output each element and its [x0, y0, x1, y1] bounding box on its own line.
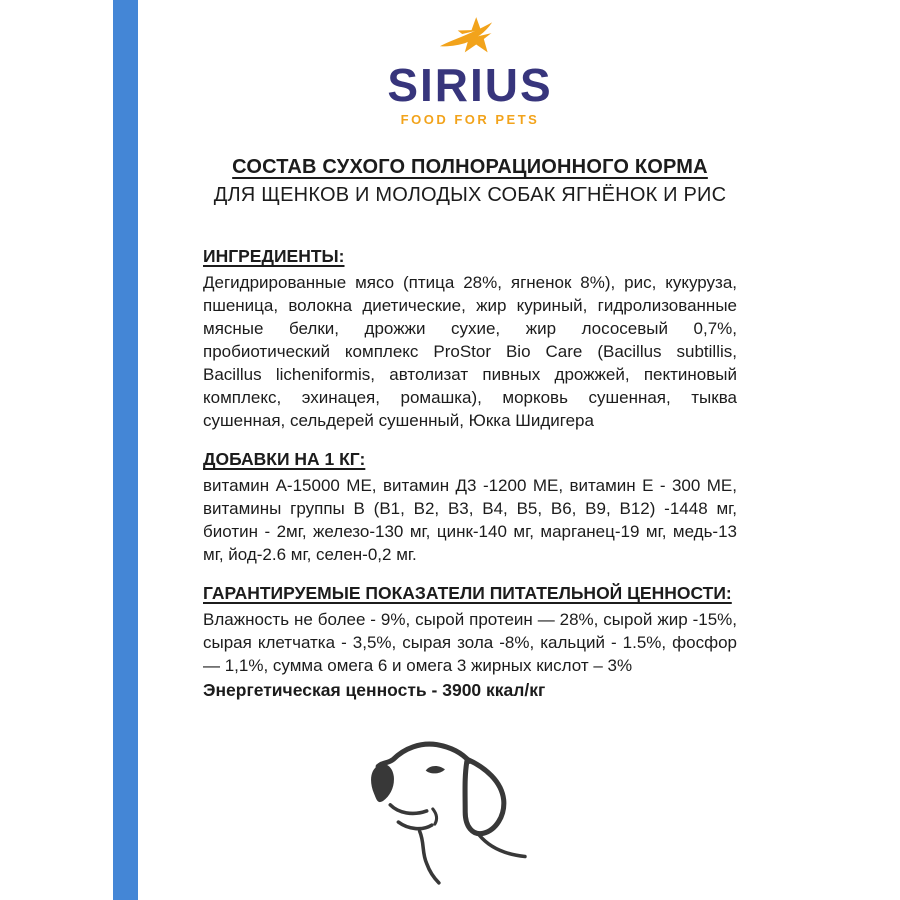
title-line-1: СОСТАВ СУХОГО ПОЛНОРАЦИОННОГО КОРМА	[232, 156, 708, 178]
section-body: витамин А-15000 МЕ, витамин Д3 -1200 МЕ, витамин Е - 300 МЕ, витамины группы В (В1, В2, В3, В4, В5, В6, В9, В12) -1448 мг, биотин - 2мг, железо-130 мг, цинк-140 мг, марганец-19 мг, медь-13 мг, йод-2.6 мг, селен-0,2 мг.	[203, 476, 737, 564]
title-line-2: ДЛЯ ЩЕНКОВ И МОЛОДЫХ СОБАК ЯГНЁНОК И РИС	[213, 184, 727, 206]
brand-logo	[203, 12, 737, 127]
left-accent-bar	[113, 0, 138, 900]
section-heading: ДОБАВКИ НА 1 КГ:	[203, 449, 366, 469]
section-body: Влажность не более - 9%, сырой протеин — 28%, сырой жир -15%, сырая клетчатка - 3,5%, сырая зола -8%, кальций - 1.5%, фосфор — 1,1%, сумма омега 6 и омега 3 жирных кислот – 3%	[203, 610, 737, 675]
section-body: Дегидрированные мясо (птица 28%, ягненок 8%), рис, кукуруза, пшеница, волокна диетические, жир куриный, гидролизованные мясные белки, дрожжи сухие, жир лососевый 0,7%, пробиотический комплекс ProStor Bio Care (Bacillus subtillis, Bacillus licheniformis, автолизат пивных дрожжей, пектиновый комплекс, эхинацея, ромашка), морковь сушенная, тыква сушенная, сельдерей сушенный, Юкка Шидигера	[203, 273, 737, 430]
energy-value: Энергетическая ценность - 3900 ккал/кг	[203, 680, 546, 700]
section-ingredients	[203, 246, 737, 432]
section-heading: ИНГРЕДИЕНТЫ:	[203, 246, 345, 266]
brand-name: SIRIUS	[387, 59, 553, 111]
brand-tagline: FOOD FOR PETS	[400, 112, 540, 127]
puppy-outline-illustration	[365, 733, 533, 895]
section-additives	[203, 449, 737, 566]
label-content	[203, 0, 737, 900]
document-title	[203, 156, 737, 207]
section-nutrition	[203, 583, 737, 702]
section-heading: ГАРАНТИРУЕМЫЕ ПОКАЗАТЕЛИ ПИТАТЕЛЬНОЙ ЦЕННОСТИ:	[203, 583, 732, 603]
star-swoosh-icon	[439, 12, 501, 62]
label-sections	[203, 246, 737, 719]
